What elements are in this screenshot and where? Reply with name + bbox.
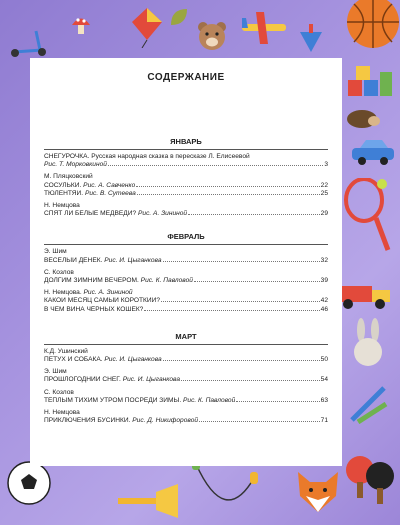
list-item: М. Пляцковский СОСУЛЬКИ. Рис. А. Савченко 22 ТЮЛЕНТЯЙ. Рис. В. Сутеева 25 xyxy=(44,173,328,197)
author-name: К.Д. Ушинский xyxy=(44,347,88,355)
author-name: Э. Шим xyxy=(44,248,67,256)
page-number: 32 xyxy=(320,256,328,264)
author-name: Н. Немцова. Рис. А. Зининой xyxy=(44,289,133,297)
hedgehog-icon xyxy=(346,106,380,128)
divider xyxy=(44,244,328,245)
list-item: Н. Немцова ПРИКЛЮЧЕНИЯ БУСИНКИ. Рис. Д. Никифоровой 71 xyxy=(44,409,328,425)
blocks-icon xyxy=(346,64,394,100)
contents-page xyxy=(30,58,342,466)
tennis-racket-icon xyxy=(342,178,394,258)
list-item: СНЕГУРОЧКА. Русская народная сказка в пересказе Л. Елисеевой Рис. Т. Морковкиной 3 xyxy=(44,153,328,169)
divider xyxy=(44,149,328,150)
author-name: Н. Немцова xyxy=(44,202,80,210)
list-item: Э. Шим ВЕСЕЛЫЙ ДЕНЁК. Рис. И. Цыганкова 32 xyxy=(44,248,328,264)
mushroom-icon xyxy=(70,14,92,36)
author-name: С. Козлов xyxy=(44,388,74,396)
jump-rope-icon xyxy=(190,458,260,518)
page-number: 46 xyxy=(320,305,328,313)
author-name: Э. Шим xyxy=(44,368,67,376)
car-icon xyxy=(350,138,396,166)
page-number: 63 xyxy=(320,396,328,404)
page-title: СОДЕРЖАНИЕ xyxy=(147,72,225,83)
basketball-icon xyxy=(346,0,400,54)
author-name: М. Пляцковский xyxy=(44,173,93,181)
page-number: 3 xyxy=(324,161,328,169)
kite-icon xyxy=(132,8,162,48)
list-item: С. Козлов ДОЛГИМ ЗИМНИМ ВЕЧЕРОМ. Рис. К. Павловой 39 xyxy=(44,268,328,285)
rabbit-icon xyxy=(350,318,386,368)
truck-icon xyxy=(336,276,394,310)
author-name: С. Козлов xyxy=(44,268,74,276)
fox-icon xyxy=(296,470,340,514)
list-item: С. Козлов ТЁПЛЫМ ТИХИМ УТРОМ ПОСРЕДИ ЗИМЫ. Рис. К. Павловой 63 xyxy=(44,388,328,404)
section-heading-january: ЯНВАРЬ xyxy=(170,137,202,146)
list-item: Э. Шим ПРОШЛОГОДНИЙ СНЕГ. Рис. И. Цыганкова 54 xyxy=(44,368,328,384)
list-item: Н. Немцова СПЯТ ЛИ БЕЛЫЕ МЕДВЕДИ? Рис. А. Зининой 29 xyxy=(44,202,328,218)
trumpet-icon xyxy=(116,484,180,518)
pencils-icon xyxy=(348,380,388,424)
ping-pong-icon xyxy=(344,454,396,510)
scooter-icon xyxy=(8,28,52,58)
page-number: 25 xyxy=(320,189,328,197)
leaf-icon xyxy=(168,6,190,28)
bear-icon xyxy=(196,20,228,52)
page-number: 54 xyxy=(320,376,328,384)
page-number: 22 xyxy=(320,181,328,189)
page-number: 39 xyxy=(320,277,328,285)
page-number: 71 xyxy=(320,417,328,425)
page-number: 42 xyxy=(320,297,328,305)
page-number: 50 xyxy=(320,356,328,364)
section-heading-february: ФЕВРАЛЬ xyxy=(167,232,205,242)
divider xyxy=(44,344,328,345)
soccer-ball-icon xyxy=(6,460,52,506)
list-item: Н. Немцова. Рис. А. Зининой КАКОЙ МЕСЯЦ САМЫЙ КОРОТКИЙ? 42 В ЧЕМ ВИНА ЧЁРНЫХ КОШЕК? 46 xyxy=(44,289,328,313)
page-number: 29 xyxy=(320,210,328,218)
list-item: К.Д. Ушинский ПЕТУХ И СОБАКА. Рис. И. Цыганкова 50 xyxy=(44,347,328,364)
author-name: Н. Немцова xyxy=(44,409,80,417)
airplane-icon xyxy=(238,8,290,46)
section-heading-march: МАРТ xyxy=(175,331,197,341)
spinning-top-icon xyxy=(298,22,324,54)
